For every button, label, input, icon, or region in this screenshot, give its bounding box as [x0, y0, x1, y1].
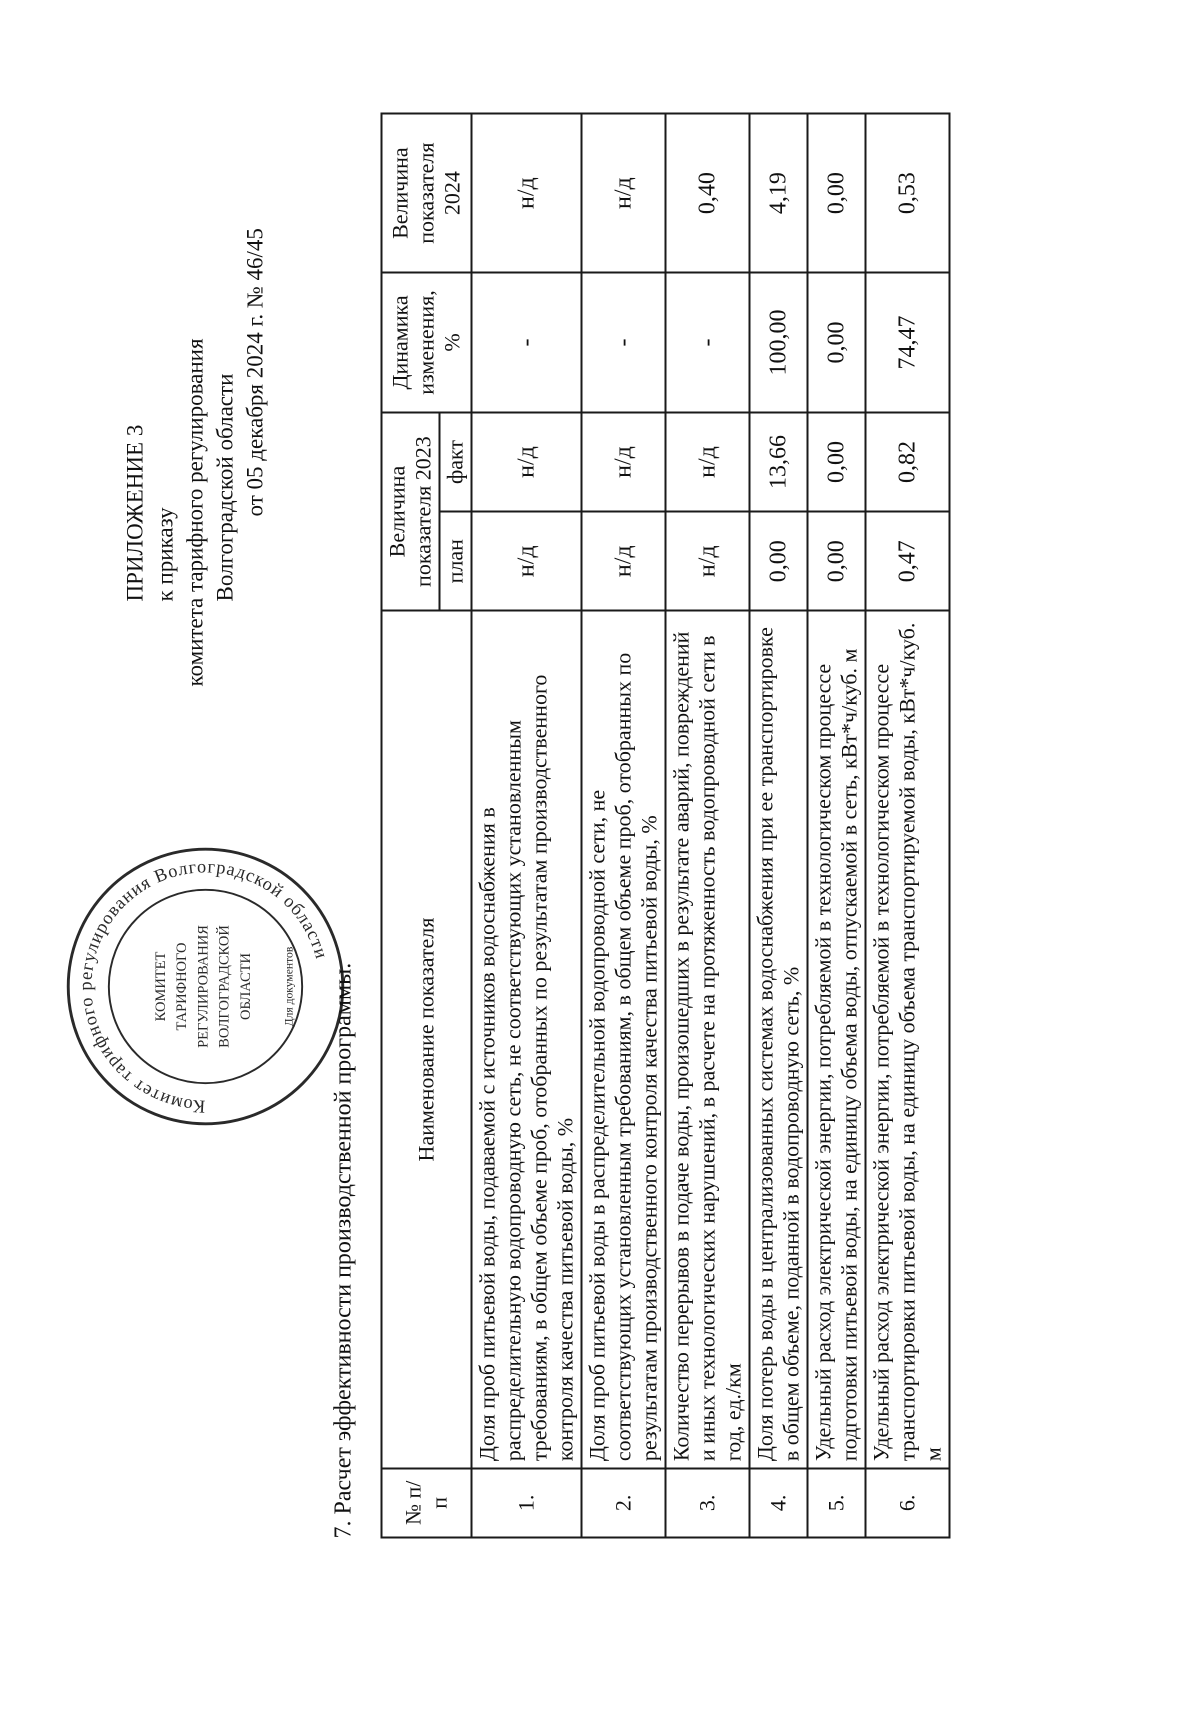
stamp-footer: Для документов: [282, 946, 296, 1027]
appendix-line-3: Волгоградской области: [212, 373, 238, 602]
header-value-2024: Величина показателя 2024: [382, 114, 472, 273]
row-name: Доля проб питьевой воды в распределительной водопроводной сети, не соответствующих установленным требованиям, в общем объеме проб, отобранных по результатам производственного контроля качества питьевой воды, %: [582, 611, 666, 1468]
row-dynamics: 100,00: [750, 273, 808, 413]
stamp-line: ТАРИФНОГО: [174, 942, 191, 1031]
row-fact: 0,00: [808, 412, 866, 511]
table-row: [582, 114, 666, 1538]
row-name: Доля проб питьевой воды, подаваемой с источников водоснабжения в распределительную водопроводную сеть, не соответствующих установленным требованиям, в общем объеме проб, отобранных по результатам производственного контроля качества питьевой воды, %: [472, 611, 582, 1468]
stamp-svg: [61, 842, 351, 1132]
row-fact: 13,66: [750, 412, 808, 511]
table-row: [472, 114, 582, 1538]
row-value-2024: 4,19: [750, 114, 808, 273]
row-num: 5.: [808, 1468, 866, 1537]
table-row: [750, 114, 808, 1538]
row-dynamics: -: [472, 273, 582, 413]
appendix-block: [121, 127, 271, 687]
stamp-line: КОМИТЕТ: [152, 951, 169, 1022]
row-plan: 0,47: [866, 512, 950, 611]
row-dynamics: -: [666, 273, 750, 413]
row-num: 3.: [666, 1468, 750, 1537]
appendix-title: ПРИЛОЖЕНИЕ 3: [122, 424, 148, 602]
appendix-line-2: комитета тарифного регулирования: [182, 338, 208, 687]
row-name: Удельный расход электрической энергии, потребляемой в технологическом процессе транспортировки питьевой воды, на единицу объема транспортируемой воды, кВт*ч/куб. м: [866, 611, 950, 1468]
header-name: Наименование показателя: [382, 611, 472, 1468]
row-value-2024: 0,53: [866, 114, 950, 273]
row-value-2024: 0,00: [808, 114, 866, 273]
row-fact: н/д: [582, 412, 666, 511]
stamp-line: ОБЛАСТИ: [237, 952, 254, 1021]
header-fact: факт: [440, 412, 472, 511]
row-value-2024: н/д: [472, 114, 582, 273]
row-num: 1.: [472, 1468, 582, 1537]
row-num: 2.: [582, 1468, 666, 1537]
row-dynamics: 74,47: [866, 273, 950, 413]
row-name: Доля потерь воды в централизованных системах водоснабжения при ее транспортировке в общем объеме, поданной в водопроводную сеть, %: [750, 611, 808, 1468]
section-title: 7. Расчет эффективности производственной программы.: [330, 962, 357, 1539]
row-fact: н/д: [472, 412, 582, 511]
row-plan: 0,00: [808, 512, 866, 611]
stamp-line: ВОЛГОГРАДСКОЙ: [216, 925, 233, 1048]
header-value-2023: Величина показателя 2023: [382, 412, 440, 611]
appendix-line-1: к приказу: [152, 507, 178, 602]
row-fact: н/д: [666, 412, 750, 511]
stamp-inner-lines: [153, 925, 254, 1048]
row-name: Удельный расход электрической энергии, потребляемой в технологическом процессе подготовки питьевой воды, на единицу объема воды, отпускаемой в сеть, кВт*ч/куб. м: [808, 611, 866, 1468]
table-header-row: [382, 114, 440, 1538]
header-num: № п/п: [382, 1468, 472, 1537]
table-row: [666, 114, 750, 1538]
table-row: [866, 114, 950, 1538]
row-value-2024: н/д: [582, 114, 666, 273]
row-dynamics: -: [582, 273, 666, 413]
row-dynamics: 0,00: [808, 273, 866, 413]
header-plan: план: [440, 512, 472, 611]
appendix-line-4: от 05 декабря 2024 г. № 46/45: [242, 228, 268, 517]
header-dynamics: Динамика изменения, %: [382, 273, 472, 413]
row-plan: н/д: [472, 512, 582, 611]
row-plan: н/д: [666, 512, 750, 611]
row-plan: н/д: [582, 512, 666, 611]
row-plan: 0,00: [750, 512, 808, 611]
row-name: Количество перерывов в подаче воды, произошедших в результате аварий, повреждений и иных технологических нарушений, в расчете на протяженность водопроводной сети в год, ед./км: [666, 611, 750, 1468]
row-value-2024: 0,40: [666, 114, 750, 273]
row-num: 4.: [750, 1468, 808, 1537]
row-fact: 0,82: [866, 412, 950, 511]
table-row: [808, 114, 866, 1538]
row-num: 6.: [866, 1468, 950, 1537]
stamp-line: РЕГУЛИРОВАНИЯ: [195, 925, 212, 1048]
stamp-ring-path: Комитет тарифного регулирования Волгоградской области: [75, 856, 333, 1117]
efficiency-table: [381, 113, 951, 1539]
official-stamp: [61, 842, 351, 1132]
document-page: [1, 0, 1200, 1717]
